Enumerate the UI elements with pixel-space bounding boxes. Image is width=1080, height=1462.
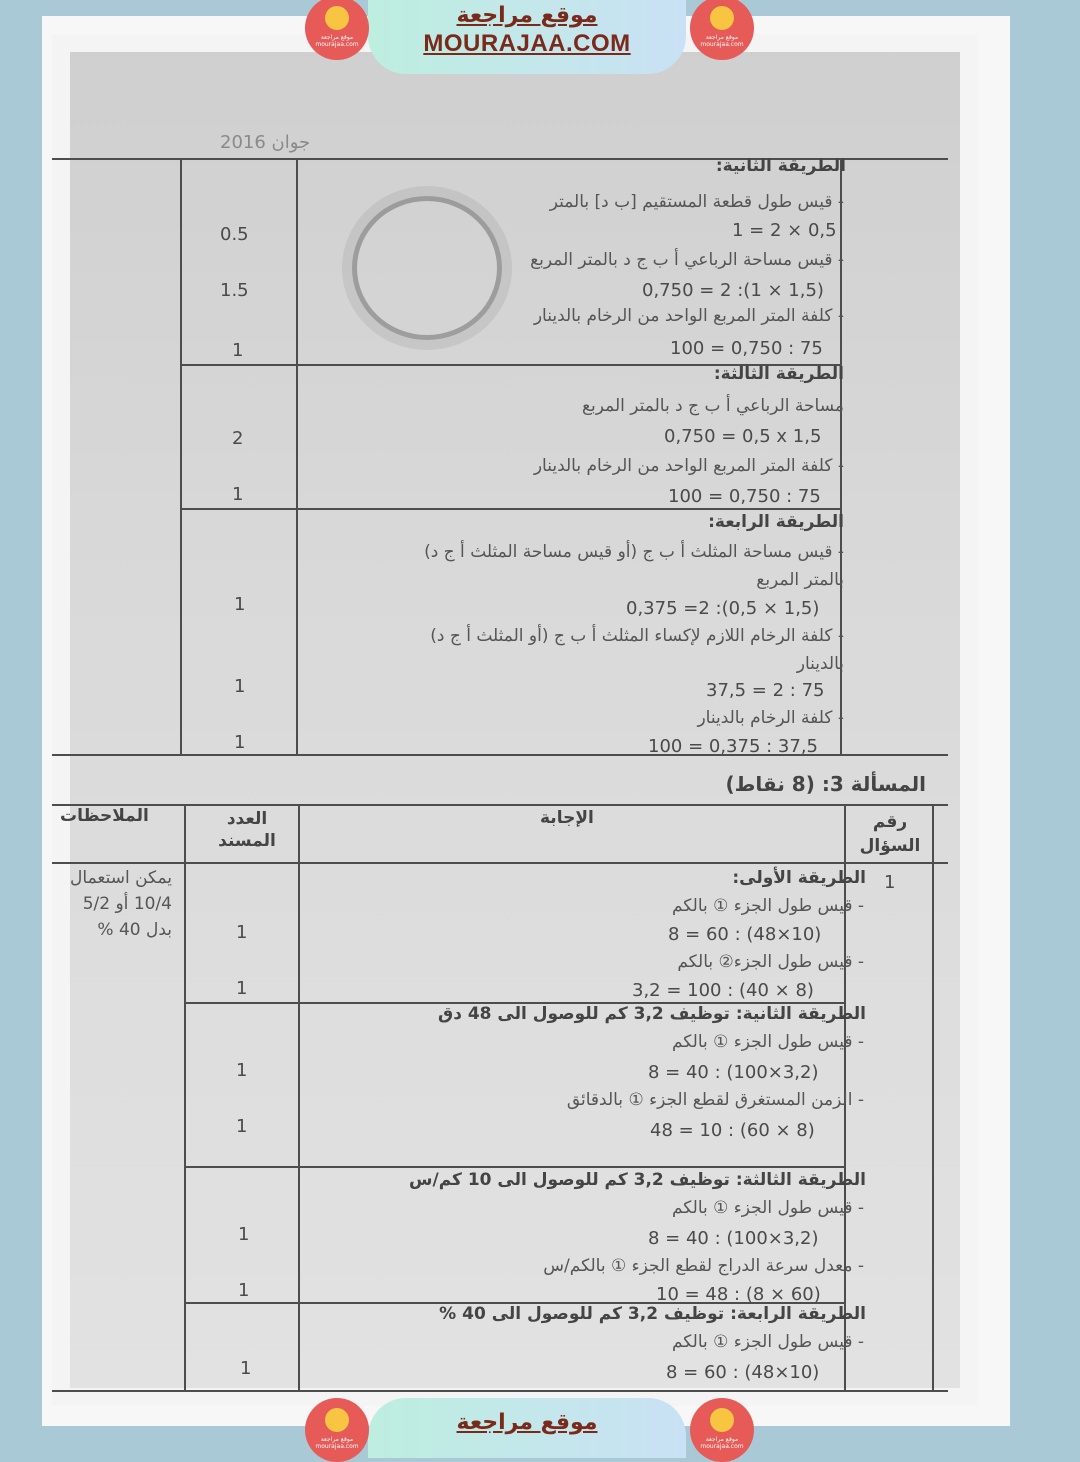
site-banner-bottom[interactable]	[368, 1398, 686, 1458]
equation: 8 = 60 : (48×10)	[668, 924, 822, 945]
score-value: 1	[234, 676, 246, 697]
equation: 0,375 =2 :(0,5 × 1,5)	[626, 598, 820, 619]
table-rule	[180, 158, 182, 756]
score-value: 1	[238, 1280, 250, 1301]
banner-arabic-title: موقع مراجعة	[456, 1410, 598, 1435]
equation: 10 = 48 : (8 × 60)	[656, 1284, 821, 1305]
site-logo-icon: موقع مراجعة mourajaa.com	[690, 1398, 754, 1462]
score-value: 1	[238, 1224, 250, 1245]
answer-line: - قيس طول الجزء② بالكم	[677, 952, 864, 972]
answer-line: مساحة الرباعي أ ب ج د بالمتر المربع	[582, 396, 844, 416]
scanned-document	[52, 34, 978, 1406]
equation: 100 = 0,750 : 75	[668, 486, 821, 507]
equation: 48 = 10 : (60 × 8)	[650, 1120, 815, 1141]
banner-arabic-title: موقع مراجعة	[456, 3, 598, 28]
score-value: 1	[232, 340, 244, 361]
answer-line: - قيس طول قطعة المستقيم [ب د] بالمتر	[549, 192, 844, 212]
stamp-date: جوان 2016	[220, 132, 311, 153]
equation: 8 = 40 : (100×3,2)	[648, 1228, 819, 1249]
equation: 3,2 = 100 : (40 × 8)	[632, 980, 814, 1001]
method-title: الطريقة الثالثة:	[713, 364, 844, 384]
equation: 100 = 0,750 : 75	[670, 338, 823, 359]
header-question-number: رقم السؤال	[859, 812, 921, 856]
table-rule	[180, 508, 840, 510]
answer-line: - الزمن المستغرق لقطع الجزء ① بالدقائق	[566, 1090, 864, 1110]
answer-line: بالمتر المربع	[756, 570, 844, 590]
answer-line: - كلفة الرخام اللازم لإكساء المثلث أ ب ج (أو المثلث أ ج د)	[430, 626, 844, 646]
score-value: 1.5	[220, 280, 249, 301]
note-line: يمكن استعمال	[70, 868, 172, 888]
site-logo-icon: موقع مراجعة mourajaa.com	[305, 0, 369, 60]
score-value: 2	[232, 428, 244, 449]
method-title: الطريقة الرابعة:	[708, 512, 844, 532]
banner-site-name: MOURAJAA.COM	[423, 30, 631, 57]
equation: 100 = 0,375 : 37,5	[648, 736, 818, 757]
equation: 0,750 = 0,5 x 1,5	[664, 426, 822, 447]
site-banner-top[interactable]	[368, 0, 686, 74]
score-value: 1	[236, 1060, 248, 1081]
table-rule	[298, 804, 300, 1392]
header-notes: الملاحظات	[60, 806, 149, 826]
answer-line: - قيس طول الجزء ① بالكم	[671, 1332, 864, 1352]
score-value: 1	[234, 732, 246, 753]
answer-line: بالدينار	[796, 654, 844, 674]
score-value: 1	[234, 594, 246, 615]
problem-title: المسألة 3: (8 نقاط)	[725, 772, 926, 796]
table-rule	[184, 1166, 844, 1168]
method-title: الطريقة الثانية:	[715, 156, 846, 176]
answer-line: - قيس مساحة المثلث أ ب ج (أو قيس مساحة المثلث أ ج د)	[424, 542, 844, 562]
table-rule	[184, 804, 186, 1392]
note-line: 10/4 أو 5/2	[82, 894, 172, 914]
answer-line: - قيس طول الجزء ① بالكم	[671, 1198, 864, 1218]
note-line: بدل 40 %	[97, 920, 172, 940]
score-value: 0.5	[220, 224, 249, 245]
table-rule	[932, 804, 934, 1392]
method-title: الطريقة الثانية: توظيف 3,2 كم للوصول الى 48 دق	[438, 1004, 866, 1024]
site-logo-icon: موقع مراجعة mourajaa.com	[690, 0, 754, 60]
official-stamp	[352, 196, 502, 340]
answer-line: - قيس مساحة الرباعي أ ب ج د بالمتر المربع	[530, 250, 844, 270]
answer-line: - معدل سرعة الدراج لقطع الجزء ① بالكم/س	[543, 1256, 864, 1276]
equation: 8 = 40 : (100×3,2)	[648, 1062, 819, 1083]
question-number: 1	[884, 872, 896, 893]
equation: 37,5 = 2 : 75	[706, 680, 825, 701]
score-value: 1	[232, 484, 244, 505]
answer-line: - كلفة المتر المربع الواحد من الرخام بالدينار	[533, 306, 844, 326]
table-rule	[52, 1390, 948, 1392]
answer-line: - قيس طول الجزء ① بالكم	[671, 1032, 864, 1052]
table-rule	[52, 862, 948, 864]
score-value: 1	[236, 1116, 248, 1137]
method-title: الطريقة الرابعة: توظيف 3,2 كم للوصول الى 40 %	[439, 1304, 866, 1324]
equation: 1 = 2 × 0,5	[732, 220, 837, 241]
score-value: 1	[236, 922, 248, 943]
site-logo-icon: موقع مراجعة mourajaa.com	[305, 1398, 369, 1462]
equation: 8 = 60 : (48×10)	[666, 1362, 820, 1383]
header-answer: الإجابة	[540, 808, 594, 828]
method-title: الطريقة الأولى:	[732, 868, 866, 888]
method-title: الطريقة الثالثة: توظيف 3,2 كم للوصول الى 10 كم/س	[409, 1170, 866, 1190]
answer-line: - كلفة الرخام بالدينار	[697, 708, 844, 728]
answer-line: - قيس طول الجزء ① بالكم	[671, 896, 864, 916]
equation: 0,750 = 2 :(1 × 1,5)	[642, 280, 824, 301]
answer-line: - كلفة المتر المربع الواحد من الرخام بالدينار	[533, 456, 844, 476]
score-value: 1	[240, 1358, 252, 1379]
table-rule	[296, 158, 298, 756]
score-value: 1	[236, 978, 248, 999]
header-score: العدد المسند	[218, 809, 276, 851]
table-rule	[52, 804, 948, 806]
